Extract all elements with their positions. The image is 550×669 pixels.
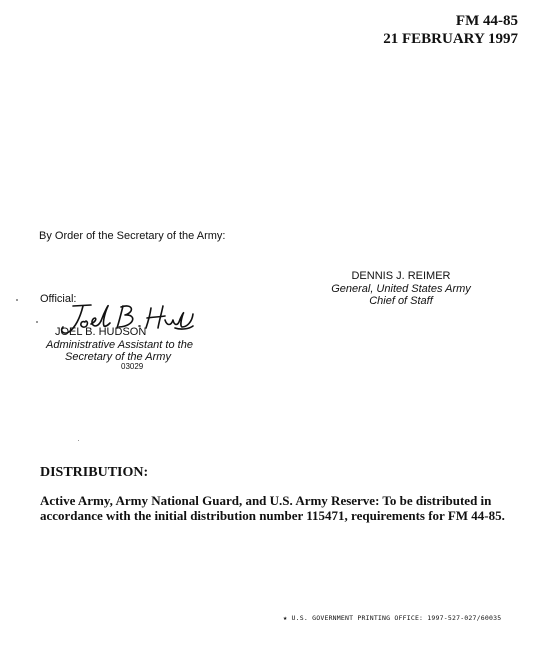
star-icon: ★: [283, 614, 288, 622]
chief-of-staff-position: Chief of Staff: [369, 295, 433, 307]
official-name: JOEL B. HUDSON: [55, 326, 147, 338]
official-title-line2: Secretary of the Army: [65, 351, 171, 363]
printing-office-footer: [283, 614, 501, 622]
printing-office-text: U.S. GOVERNMENT PRINTING OFFICE: 1997-527-027/60035: [291, 614, 502, 622]
official-title-line1: Administrative Assistant to the: [46, 338, 193, 351]
distribution-text: Active Army, Army National Guard, and U.S. Army Reserve: To be distributed in accordance with the initial distribution number 115471, requirements for FM 44-85.: [40, 493, 505, 523]
official-block: [36, 326, 196, 364]
chief-of-staff-name: DENNIS J. REIMER: [351, 270, 451, 282]
document-code: 03029: [121, 362, 144, 371]
distribution-heading: DISTRIBUTION:: [40, 465, 149, 480]
scan-speck: [16, 299, 18, 301]
manual-number: FM 44-85: [455, 13, 518, 29]
chief-of-staff-rank: General, United States Army: [331, 282, 471, 295]
scan-speck: [36, 321, 38, 323]
chief-of-staff-block: [322, 270, 480, 308]
publication-date: 21 FEBRUARY 1997: [383, 31, 518, 47]
scan-speck: [78, 440, 79, 441]
official-label: Official:: [40, 293, 77, 305]
by-order-line: By Order of the Secretary of the Army:: [39, 230, 226, 242]
